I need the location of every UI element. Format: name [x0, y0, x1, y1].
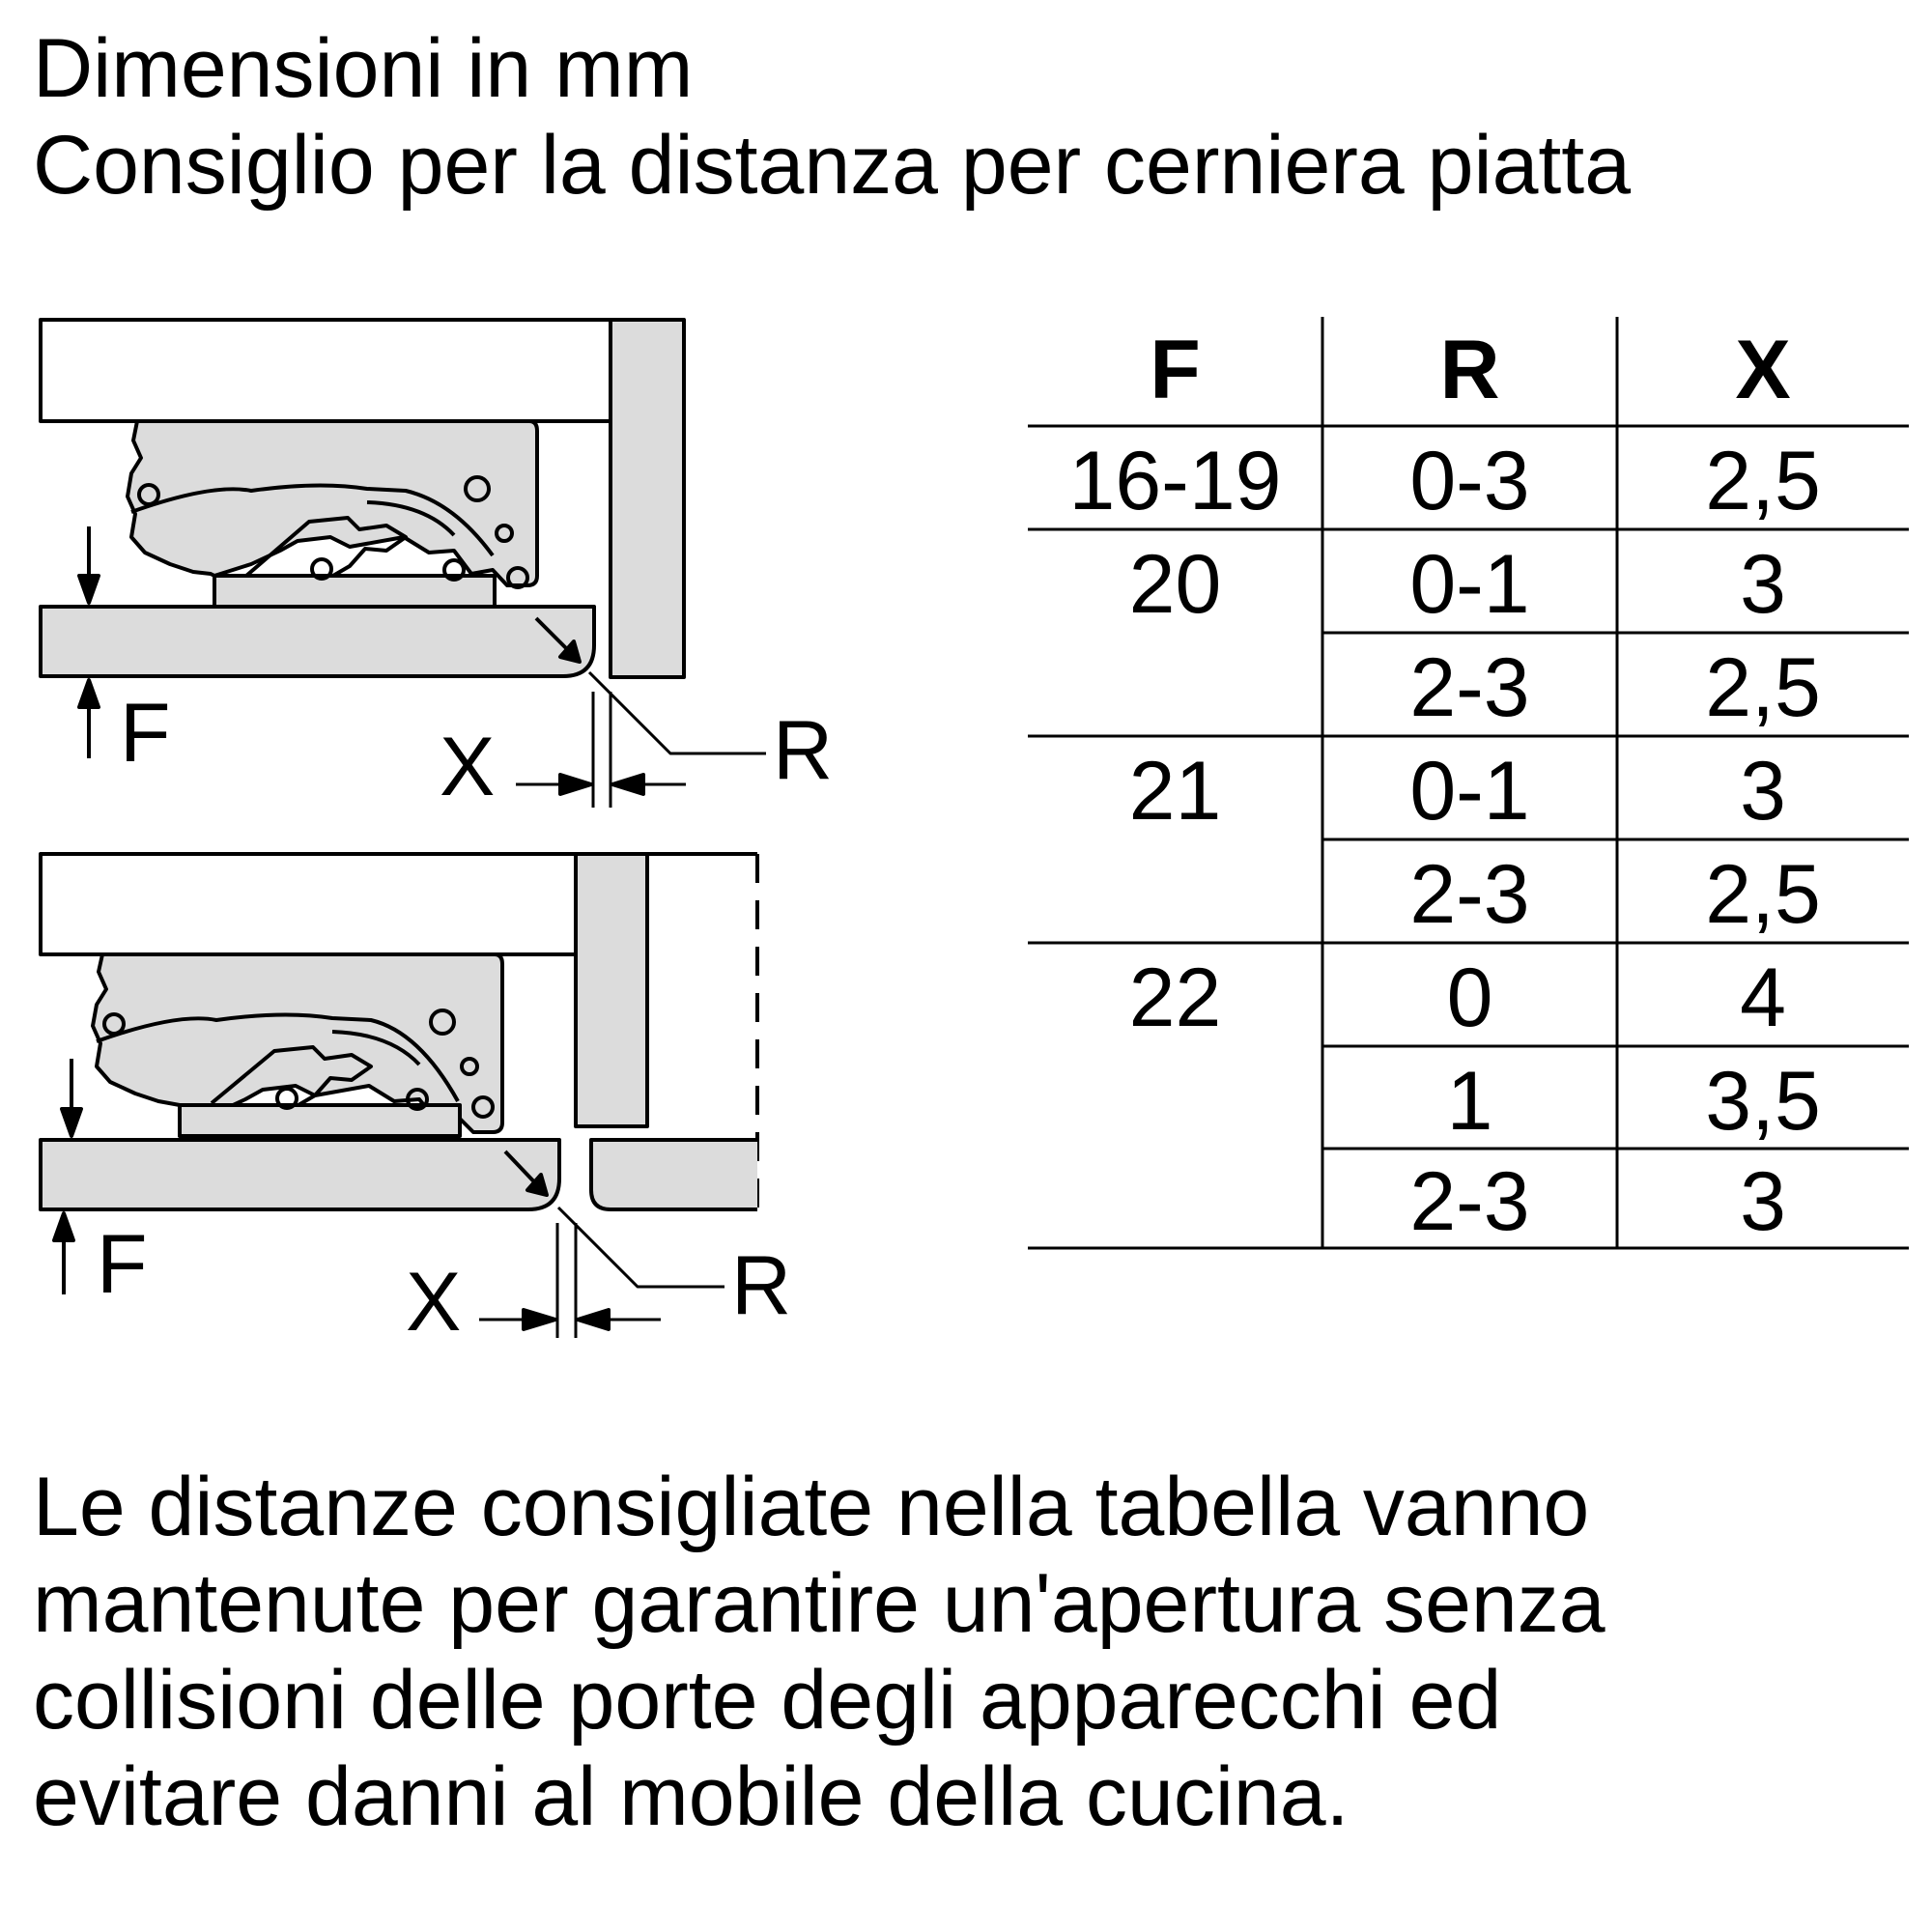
title-dimensions: Dimensioni in mm: [33, 22, 694, 115]
table-cell-x: 4: [1740, 952, 1786, 1044]
cabinet-side-panel: [576, 854, 647, 1126]
footer-note: [33, 1459, 1907, 1845]
footer-line: mantenute per garantire un'apertura senza: [33, 1557, 1605, 1650]
table-cell-f: 21: [1128, 745, 1222, 838]
r-leader: [558, 1208, 724, 1287]
table-cell-f: [1028, 1050, 1322, 1153]
table-cell-x: 3: [1740, 1155, 1786, 1248]
table-cell-x: 2,5: [1705, 435, 1821, 527]
table-cell-x: 3: [1740, 745, 1786, 838]
table-cell-r: 0: [1446, 952, 1493, 1044]
label-x: X: [406, 1256, 462, 1349]
subtitle-hinge-advice: Consiglio per la distanza per cerniera piatta: [33, 119, 1632, 212]
x-arrowhead-right: [612, 775, 643, 794]
table-cell-r: 1: [1446, 1055, 1493, 1148]
table-cell-r: 0-3: [1409, 435, 1530, 527]
label-x: X: [440, 721, 496, 813]
label-r: R: [731, 1239, 792, 1332]
table-cell-x: 3,5: [1705, 1055, 1821, 1148]
r-leader: [589, 672, 766, 753]
x-arrowhead-left: [524, 1310, 555, 1329]
table-cell-r: 2-3: [1409, 1155, 1530, 1248]
hinge-diagram-top: [41, 320, 833, 813]
table-cell-r: 0-1: [1409, 745, 1530, 838]
hinge-body: [128, 421, 537, 585]
footer-line: collisioni delle porte degli apparecchi ed: [33, 1654, 1502, 1747]
f-arrowhead-lower: [79, 680, 99, 707]
table-cell-r: 2-3: [1409, 641, 1530, 734]
cabinet-side-panel: [611, 320, 684, 677]
cabinet-top-panel: [41, 320, 611, 421]
table-cell-x: 3: [1740, 538, 1786, 631]
footer-line: evitare danni al mobile della cucina.: [33, 1750, 1350, 1843]
x-arrowhead-right: [578, 1310, 609, 1329]
table-cell-r: 2-3: [1409, 848, 1530, 941]
f-arrowhead-upper: [79, 576, 99, 603]
table-header-r: R: [1439, 324, 1500, 416]
table-cell-x: 2,5: [1705, 641, 1821, 734]
appliance-door: [41, 1140, 559, 1209]
f-arrowhead-upper: [62, 1109, 81, 1136]
footer-line: Le distanze consigliate nella tabella vanno: [33, 1461, 1590, 1553]
table-cell-f: [1028, 843, 1322, 947]
label-f: F: [97, 1218, 148, 1311]
f-arrowhead-lower: [54, 1213, 73, 1240]
adjacent-door: [591, 1140, 757, 1209]
table-cell-f: [1028, 1151, 1322, 1254]
table-header-x: X: [1735, 324, 1791, 416]
label-r: R: [773, 704, 834, 797]
label-f: F: [120, 687, 171, 780]
table-cell-r: 0-1: [1409, 538, 1530, 631]
x-arrowhead-left: [560, 775, 591, 794]
table-cell-x: 2,5: [1705, 848, 1821, 941]
table-cell-f: 20: [1128, 538, 1222, 631]
table-cell-f: 22: [1128, 952, 1222, 1044]
table-header-f: F: [1150, 324, 1201, 416]
hinge-diagram-bottom: [41, 854, 791, 1349]
cabinet-top-panel: [41, 854, 576, 954]
table-cell-f: [1028, 637, 1322, 740]
table-cell-f: 16-19: [1068, 435, 1282, 527]
appliance-door: [41, 607, 594, 676]
